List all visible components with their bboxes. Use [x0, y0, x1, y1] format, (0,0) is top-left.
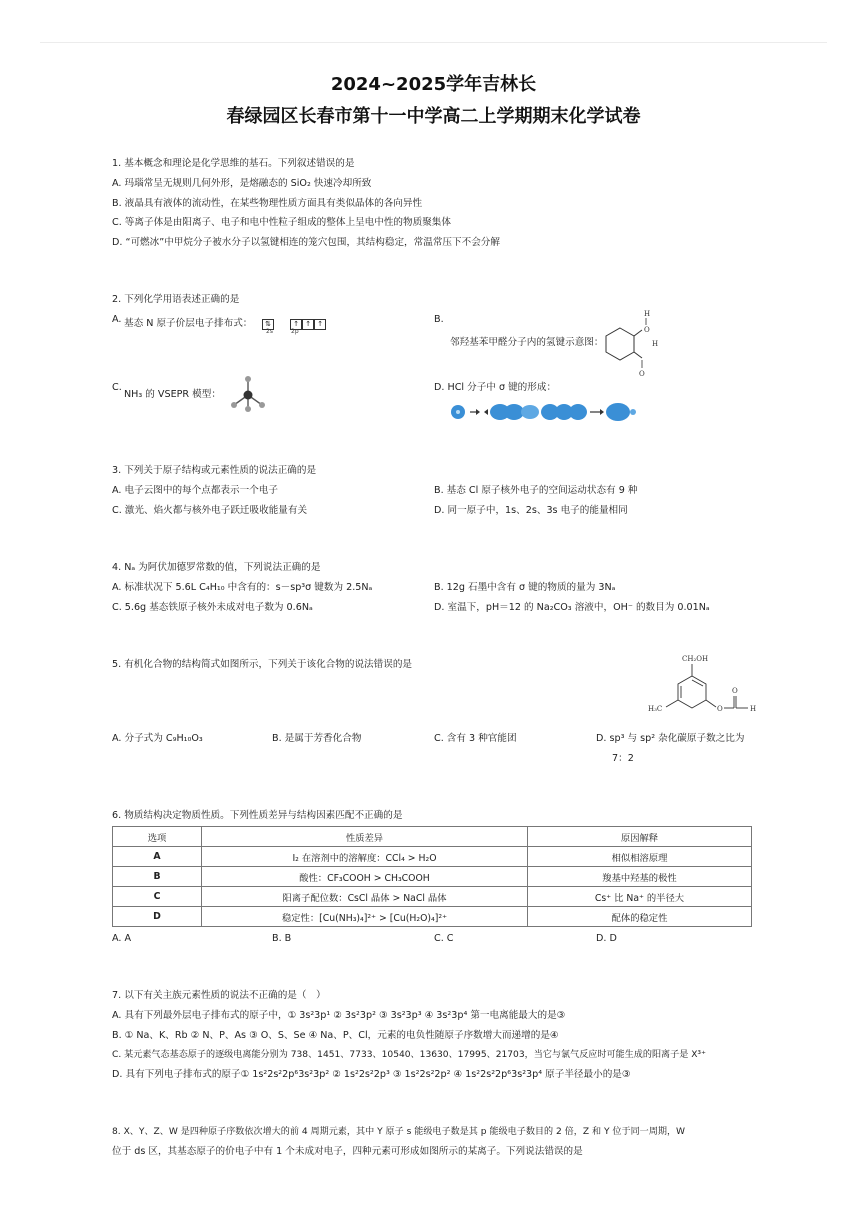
carbonyl-o-label: O — [732, 687, 738, 695]
question-2-option-b-prefix[interactable]: B. — [434, 314, 444, 325]
table-cell-option: C — [113, 887, 202, 907]
svg-text:O: O — [644, 326, 650, 334]
orbital-2p-box-1: ↑ — [290, 319, 302, 330]
top-divider — [40, 42, 827, 43]
question-5-option-b[interactable]: B. 是属于芳香化合物 — [272, 733, 362, 744]
h3c-label: H₃C — [648, 705, 663, 713]
table-cell-property: 酸性：CF₃COOH > CH₃COOH — [202, 867, 528, 887]
question-5-option-d-ratio: 7：2 — [612, 753, 634, 764]
question-6-table — [112, 826, 752, 927]
organic-compound-structure-image — [640, 652, 764, 722]
table-header-property: 性质差异 — [202, 827, 528, 847]
question-2-option-c-prefix[interactable]: C. — [112, 382, 122, 393]
question-1-option-b[interactable]: B. 液晶具有液体的流动性，在某些物理性质方面具有类似晶体的各向异性 — [112, 198, 423, 209]
question-5-option-d[interactable]: D. sp³ 与 sp² 杂化碳原子数之比为 — [596, 733, 745, 744]
ch2oh-label: CH₂OH — [682, 655, 709, 663]
table-header-reason: 原因解释 — [528, 827, 752, 847]
svg-text:O: O — [639, 370, 645, 378]
svg-text:H: H — [652, 340, 659, 348]
question-3-option-d[interactable]: D. 同一原子中，1s、2s、3s 电子的能量相同 — [434, 505, 628, 516]
vsepr-model-image — [228, 375, 268, 413]
question-8-line-1: 8. X、Y、Z、W 是四种原子序数依次增大的前 4 周期元素，其中 Y 原子 s 能级电子数是其 p 能级电子数目的 2 倍，Z 和 Y 位于同一周期，W — [112, 1127, 686, 1137]
question-4-option-b[interactable]: B. 12g 石墨中含有 σ 键的物质的量为 3Nₐ — [434, 582, 616, 593]
question-1-option-c[interactable]: C. 等离子体是由阳离子、电子和电中性粒子组成的整体上呈电中性的物质聚集体 — [112, 217, 451, 228]
question-4-option-d[interactable]: D. 室温下，pH＝12 的 Na₂CO₃ 溶液中，OH⁻ 的数目为 0.01Nₐ — [434, 602, 710, 613]
orbital-2p-box-3: ↑ — [314, 319, 326, 330]
question-7-option-b[interactable]: B. ① Na、K、Rb ② N、P、As ③ O、S、Se ④ Na、P、Cl，元素的电负性随原子序数增大而递增的是④ — [112, 1030, 559, 1041]
question-6-stem: 6. 物质结构决定物质性质。下列性质差异与结构因素匹配不正确的是 — [112, 810, 403, 821]
ester-o-label: O — [717, 705, 723, 713]
question-2-option-c[interactable]: NH₃ 的 VSEPR 模型： — [124, 389, 221, 400]
question-7-option-d[interactable]: D. 具有下列电子排布式的原子① 1s²2s²2p⁶3s²3p² ② 1s²2s²2p³ ③ 1s²2s²2p² ④ 1s²2s²2p⁶3s²3p⁴ 原子半径最小的是③ — [112, 1069, 631, 1080]
table-row — [113, 907, 752, 927]
question-2-option-a-prefix[interactable]: A. — [112, 314, 122, 325]
question-3-option-a[interactable]: A. 电子云图中的每个点都表示一个电子 — [112, 485, 278, 496]
page-subtitle: 春绿园区长春市第十一中学高二上学期期末化学试卷 — [226, 106, 641, 127]
question-6-option-b[interactable]: B. B — [272, 933, 292, 944]
svg-text:H: H — [644, 310, 651, 318]
page-title: 2024~2025学年吉林长 — [330, 74, 537, 95]
sigma-bond-image — [450, 400, 640, 424]
question-7-option-c[interactable]: C. 某元素气态基态原子的逐级电离能分别为 738、1451、7733、10540、13630、17995、21703，当它与氯气反应时可能生成的阳离子是 X³⁺ — [112, 1050, 706, 1060]
table-cell-reason: 配体的稳定性 — [528, 907, 752, 927]
question-1-option-a[interactable]: A. 玛瑙常呈无规则几何外形，是熔融态的 SiO₂ 快速冷却所致 — [112, 178, 372, 189]
question-3-stem: 3. 下列关于原子结构或元素性质的说法正确的是 — [112, 465, 317, 476]
question-7-stem: 7. 以下有关主族元素性质的说法不正确的是（ ） — [112, 990, 326, 1001]
question-7-option-a[interactable]: A. 具有下列最外层电子排布式的原子中，① 3s²3p¹ ② 3s²3p² ③ 3s²3p³ ④ 3s²3p⁴ 第一电离能最大的是③ — [112, 1010, 566, 1021]
question-5-option-c[interactable]: C. 含有 3 种官能团 — [434, 733, 517, 744]
question-5-stem: 5. 有机化合物的结构简式如图所示，下列关于该化合物的说法错误的是 — [112, 659, 413, 670]
question-6-option-a[interactable]: A. A — [112, 933, 132, 944]
question-4-stem: 4. Nₐ 为阿伏加德罗常数的值，下列说法正确的是 — [112, 562, 321, 573]
hydrogen-bond-structure-image — [600, 306, 662, 378]
table-row — [113, 847, 752, 867]
table-cell-reason: 相似相溶原理 — [528, 847, 752, 867]
question-1-stem: 1. 基本概念和理论是化学思维的基石。下列叙述错误的是 — [112, 158, 355, 169]
table-cell-option: A — [113, 847, 202, 867]
table-cell-option: B — [113, 867, 202, 887]
question-3-option-c[interactable]: C. 激光、焰火都与核外电子跃迁吸收能量有关 — [112, 505, 308, 516]
question-2-option-a[interactable]: 基态 N 原子价层电子排布式： — [124, 318, 253, 329]
table-row — [113, 887, 752, 907]
orbital-2p-box-2: ↑ — [302, 319, 314, 330]
table-header-row — [113, 827, 752, 847]
question-2-stem: 2. 下列化学用语表述正确的是 — [112, 294, 240, 305]
table-row — [113, 867, 752, 887]
question-4-option-c[interactable]: C. 5.6g 基态铁原子核外未成对电子数为 0.6Nₐ — [112, 602, 313, 613]
table-cell-property: I₂ 在溶剂中的溶解度：CCl₄ > H₂O — [202, 847, 528, 867]
table-cell-reason: 羧基中羟基的极性 — [528, 867, 752, 887]
orbital-2p-label: 2p — [291, 328, 299, 335]
question-4-option-a[interactable]: A. 标准状况下 5.6L C₄H₁₀ 中含有的：s－sp³σ 键数为 2.5Nₐ — [112, 582, 373, 593]
question-2-option-d[interactable]: D. HCl 分子中 σ 键的形成： — [434, 382, 557, 393]
question-6-option-c[interactable]: C. C — [434, 933, 454, 944]
aldehyde-h-label: H — [750, 705, 757, 713]
question-2-option-b[interactable]: 邻羟基苯甲醛分子内的氢键示意图： — [450, 337, 604, 348]
question-6-option-d[interactable]: D. D — [596, 933, 617, 944]
table-cell-option: D — [113, 907, 202, 927]
orbital-2s-label: 2s — [266, 328, 273, 335]
table-cell-property: 稳定性：[Cu(NH₃)₄]²⁺ > [Cu(H₂O)₄]²⁺ — [202, 907, 528, 927]
question-8-line-2: 位于 ds 区，其基态原子的价电子中有 1 个未成对电子，四种元素可形成如图所示的某离子。下列说法错误的是 — [112, 1146, 583, 1157]
question-1-option-d[interactable]: D. “可燃冰”中甲烷分子被水分子以氢键相连的笼穴包围，其结构稳定，常温常压下不会分解 — [112, 237, 500, 248]
question-3-option-b[interactable]: B. 基态 Cl 原子核外电子的空间运动状态有 9 种 — [434, 485, 638, 496]
table-header-option: 选项 — [113, 827, 202, 847]
table-cell-reason: Cs⁺ 比 Na⁺ 的半径大 — [528, 887, 752, 907]
question-5-option-a[interactable]: A. 分子式为 C₉H₁₀O₃ — [112, 733, 203, 744]
table-cell-property: 阳离子配位数：CsCl 晶体 > NaCl 晶体 — [202, 887, 528, 907]
orbital-2s-box: ⇅ — [262, 319, 274, 330]
